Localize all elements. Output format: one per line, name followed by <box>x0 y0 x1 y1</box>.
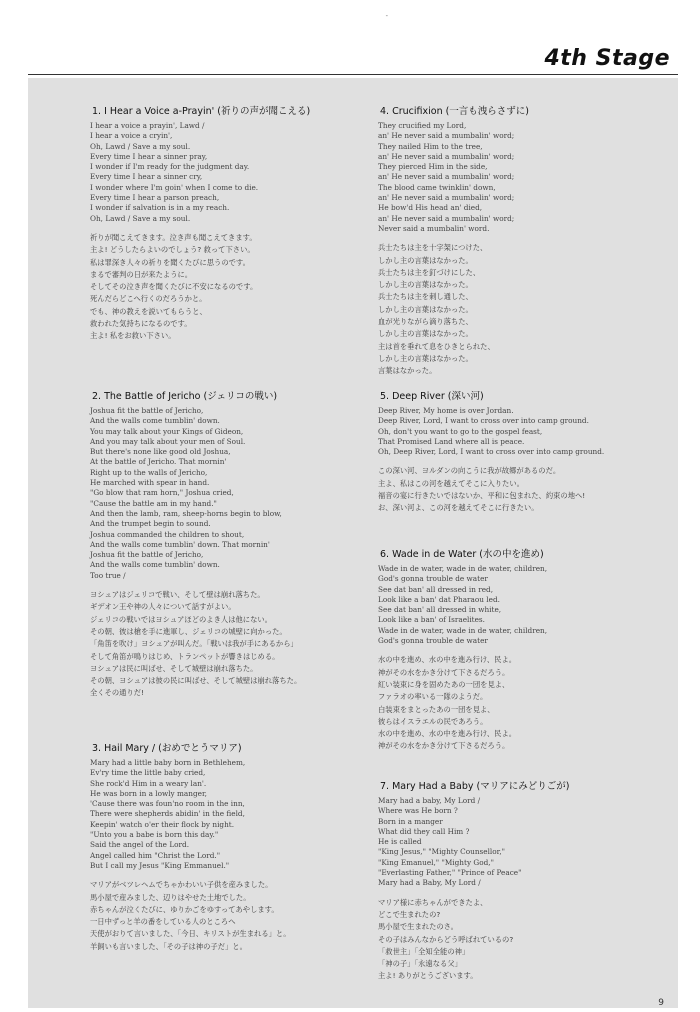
text-line: しかし主の言葉はなかった。 <box>378 304 473 314</box>
text-line: 祈りが聞こえてきます。泣き声も聞こえてきます。 <box>90 232 257 242</box>
text-line: And the walls come tumblin' down. That mornin' <box>90 539 270 549</box>
text-line: Mary had a baby, My Lord / <box>378 796 481 805</box>
text-line: Keepin' watch o'er their flock by night. <box>90 819 235 829</box>
text-line: And the trumpet begin to sound. <box>90 519 211 529</box>
text-line: Mary had a little baby born in Bethlehem, <box>90 758 246 767</box>
song-translation <box>90 879 291 953</box>
song-lyrics <box>90 406 301 581</box>
text-line: 馬小屋で生まれたのさ。 <box>378 922 458 932</box>
text-line: Right up to the walls of Jericho, <box>90 467 208 477</box>
text-line: Oh, don't you want to go to the gospel feast, <box>378 426 543 436</box>
text-line: Deep River, Lord, I want to cross over into camp ground. <box>378 416 589 426</box>
text-line: Ev'ry time the little baby cried, <box>90 768 206 778</box>
text-line: What did they call Him ? <box>378 826 470 836</box>
text-line: At the battle of Jericho. That mornin' <box>90 457 227 467</box>
text-line: そして角笛が鳴りはじめ、トランペットが響きはじめる。 <box>90 651 280 661</box>
text-line: Oh, Deep River, Lord, I want to cross over into camp ground. <box>378 447 605 457</box>
text-line: an' He never said a mumbalin' word; <box>378 172 515 182</box>
text-line: They nailed Him to the tree, <box>378 141 483 151</box>
text-line: Joshua commanded the children to shout, <box>90 529 245 539</box>
song-translation <box>378 242 529 377</box>
song-3 <box>90 740 291 953</box>
text-line: There were shepherds abidin' in the field, <box>90 809 245 819</box>
song-translation <box>90 232 310 343</box>
text-line: God's gonna trouble de water <box>378 574 488 584</box>
text-line: I wonder where I'm goin' when I come to die. <box>90 182 259 192</box>
text-line: この深い河、ヨルダンの向こうに我が故郷があるのだ。 <box>378 466 561 476</box>
text-line: どこで生まれたの? <box>378 909 441 919</box>
text-line: You may talk about your Kings of Gideon, <box>90 426 244 436</box>
text-line: 主よ! どうしたらよいのでしょう? 救って下さい。 <box>90 245 255 255</box>
song-2 <box>90 388 301 700</box>
text-line: 白装束をまとったあの一団を見よ、 <box>378 704 495 714</box>
text-line: しかし主の言葉はなかった。 <box>378 280 473 290</box>
text-line: 主よ! 私をお救い下さい。 <box>90 331 176 341</box>
song-translation <box>378 897 569 983</box>
text-line: 私は罪深き人々の祈りを聞くたびに思うのです。 <box>90 257 250 267</box>
text-line: Said the angel of the Lord. <box>90 840 190 850</box>
text-line: 馬小屋で産みました、辺りはやせた土地でした。 <box>90 892 251 902</box>
text-line: 天使がおりて言いました、「今日、キリストが生まれる」と。 <box>90 929 291 939</box>
text-line: Joshua fit the battle of Jericho, <box>90 550 204 560</box>
text-line: But there's none like good old Joshua, <box>90 447 231 457</box>
text-line: Wade in de water, wade in de water, children, <box>378 564 548 573</box>
text-line: Angel called him "Christ the Lord." <box>90 850 221 860</box>
text-line: "Unto you a babe is born this day." <box>90 830 219 840</box>
text-line: その子はみんなからどう呼ばれているの? <box>378 934 514 944</box>
text-line: その朝、彼は槍を手に進軍し、ジェリコの城壁に向かった。 <box>90 626 287 636</box>
song-title: 7. Mary Had a Baby (マリアにみどりごが) <box>380 781 570 792</box>
text-line: And then the lamb, ram, sheep-horns begin to blow, <box>90 508 282 518</box>
text-line: 神がその水をかき分けて下さるだろう。 <box>378 667 510 677</box>
song-lyrics <box>378 121 529 234</box>
text-line: 一日中ずっと羊の番をしている人のところへ <box>90 917 236 927</box>
text-line: 彼らはイスラエルの民であろう。 <box>378 716 488 726</box>
text-line: He marched with spear in hand. <box>90 478 210 488</box>
text-line: 「角笛を吹け」ヨシュアが叫んだ。「戦いは我が手にあるから」 <box>90 639 298 649</box>
text-line: God's gonna trouble de water <box>378 636 488 646</box>
text-line: 主よ、私はこの河を越えてそこに入りたい。 <box>378 478 524 488</box>
text-line: Too true / <box>90 570 126 580</box>
text-line: 兵士たちは主を釘づけにした、 <box>378 267 481 277</box>
song-6 <box>378 546 547 753</box>
text-line: Joshua fit the battle of Jericho, <box>90 406 204 415</box>
text-line: an' He never said a mumbalin' word; <box>378 193 515 203</box>
text-line: ジェリコの戦いではヨシュアほどのよき人は他にない。 <box>90 614 272 624</box>
text-line: まるで審判の日が来たように。 <box>90 269 193 279</box>
text-line: He bow'd His head an' died, <box>378 203 483 213</box>
song-title: 1. I Hear a Voice a-Prayin' (祈りの声が聞こえる) <box>92 106 311 117</box>
text-line: He is called <box>378 837 422 847</box>
text-line: That Promised Land where all is peace. <box>378 436 525 446</box>
text-line: Every time I hear a parson preach, <box>90 193 220 203</box>
text-line: Where was He born ? <box>378 806 458 816</box>
text-line: 神がその水をかき分けて下さるだろう。 <box>378 741 510 751</box>
text-line: I hear a voice a prayin', Lawd / <box>90 121 205 130</box>
text-line: "Go blow that ram horn," Joshua cried, <box>90 488 234 498</box>
text-line: And the walls come tumblin' down. <box>90 560 220 570</box>
text-line: 血が光りながら滴り落ちた、 <box>378 317 473 327</box>
text-line: 紅い装束に身を固めたあの一団を見よ、 <box>378 679 510 689</box>
text-line: 'Cause there was foun'no room in the inn, <box>90 799 245 809</box>
text-line: 兵士たちは主を十字架につけた、 <box>378 243 488 253</box>
song-4 <box>378 103 529 378</box>
text-line: マリアがベツレヘムでちゃかわいい子供を産みました。 <box>90 880 273 890</box>
text-line: Oh, Lawd / Save a my soul. <box>90 213 191 223</box>
text-line: Deep River, My home is over Jordan. <box>378 406 514 415</box>
corner-mark: - <box>385 12 388 20</box>
text-line: そしてその泣き声を聞くたびに不安になるのです。 <box>90 282 258 292</box>
text-line: Oh, Lawd / Save a my soul. <box>90 141 191 151</box>
text-line: ヨシュアはジェリコで戦い、そして壁は崩れ落ちた。 <box>90 590 265 600</box>
text-line: しかし主の言葉はなかった。 <box>378 353 473 363</box>
header-rule <box>28 74 678 75</box>
text-line: I wonder if salvation is in a my reach. <box>90 203 230 213</box>
text-line: "King Emanuel," "Mighty God," <box>378 857 494 867</box>
text-line: Never said a mumbalin' word. <box>378 223 490 233</box>
page-number: 9 <box>658 998 664 1008</box>
text-line: The blood came twinklin' down, <box>378 182 496 192</box>
text-line: 兵士たちは主を刺し通した、 <box>378 292 473 302</box>
text-line: Every time I hear a sinner cry, <box>90 172 203 182</box>
text-line: "King Jesus," "Mighty Counsellor," <box>378 847 506 857</box>
text-line: ギデオン王や神の人々について話すがよい。 <box>90 602 236 612</box>
text-line: 「神の子」「永遠なる父」 <box>378 959 462 969</box>
song-title: 6. Wade in de Water (水の中を進め) <box>380 549 544 560</box>
song-lyrics <box>90 758 291 871</box>
text-line: マリア様に赤ちゃんができたよ、 <box>378 897 488 907</box>
text-line: Every time I hear a sinner pray, <box>90 151 208 161</box>
song-translation <box>90 589 301 700</box>
text-line: 主よ! ありがとうございます。 <box>378 971 478 981</box>
text-line: They crucified my Lord, <box>378 121 467 130</box>
text-line: お、深い河よ、この河を越えてそこに行きたい。 <box>378 503 539 513</box>
text-line: 死んだらどこへ行くのだろうかと。 <box>90 294 207 304</box>
text-line: "Everlasting Father," "Prince of Peace" <box>378 868 522 878</box>
song-1 <box>90 103 310 343</box>
song-lyrics <box>378 564 547 646</box>
text-line: See dat ban' all dressed in white, <box>378 605 502 615</box>
text-line: 羊飼いも言いました、「その子は神の子だ」と。 <box>90 941 247 951</box>
text-line: Born in a manger <box>378 816 443 826</box>
text-line: an' He never said a mumbalin' word; <box>378 151 515 161</box>
text-line: See dat ban' all dressed in red, <box>378 584 494 594</box>
text-line: I wonder if I'm ready for the judgment day. <box>90 162 250 172</box>
song-lyrics <box>90 121 310 224</box>
text-line: 言葉はなかった。 <box>378 366 437 376</box>
text-line: 救われた気持ちになるのです。 <box>90 319 192 329</box>
song-translation <box>378 465 604 514</box>
song-translation <box>378 654 547 752</box>
text-line: And you may talk about your men of Soul. <box>90 436 246 446</box>
text-line: And the walls come tumblin' down. <box>90 416 220 426</box>
text-line: I hear a voice a cryin', <box>90 131 173 141</box>
song-title: 4. Crucifixion (一言も洩らさずに) <box>380 106 530 117</box>
text-line: 水の中を進め、水の中を進み行け、民よ。 <box>378 729 517 739</box>
text-line: an' He never said a mumbalin' word; <box>378 213 515 223</box>
text-line: They pierced Him in the side, <box>378 162 488 172</box>
song-lyrics <box>378 406 604 457</box>
song-5 <box>378 388 604 515</box>
text-line: an' He never said a mumbalin' word; <box>378 131 515 141</box>
text-line: しかし主の言葉はなかった。 <box>378 329 473 339</box>
text-line: But I call my Jesus "King Emmanuel." <box>90 860 230 870</box>
text-line: "Cause the battle am in my hand." <box>90 498 217 508</box>
text-line: 全くその通りだ! <box>90 688 145 698</box>
text-line: Mary had a Baby, My Lord / <box>378 878 481 888</box>
song-7 <box>378 778 569 983</box>
song-title: 3. Hail Mary / (おめでとうマリア) <box>92 743 242 754</box>
song-title: 2. The Battle of Jericho (ジェリコの戦い) <box>92 391 278 402</box>
text-line: でも、神の教えを説いてもらうと、 <box>90 306 207 316</box>
text-line: 主は首を垂れて息をひきとられた、 <box>378 341 495 351</box>
text-line: 赤ちゃんが泣くたびに、ゆりかごをゆすってあやします。 <box>90 904 279 914</box>
text-line: He was born in a lowly manger, <box>90 788 207 798</box>
text-line: しかし主の言葉はなかった。 <box>378 255 473 265</box>
text-line: Look like a ban' of Israelites. <box>378 615 485 625</box>
text-line: その朝、ヨシュアは彼の民に叫ばせ、そして城壁は崩れ落ちた。 <box>90 676 302 686</box>
text-line: Wade in de water, wade in de water, children, <box>378 625 548 635</box>
text-line: 福音の宴に行きたいではないか、平和に包まれた、約束の地へ! <box>378 491 586 501</box>
text-line: She rock'd Him in a weary lan'. <box>90 778 207 788</box>
stage-title: 4th Stage <box>544 46 670 71</box>
song-lyrics <box>378 796 569 889</box>
text-line: ファラオの率いる一隊のようだ。 <box>378 692 488 702</box>
song-title: 5. Deep River (深い河) <box>380 391 484 402</box>
text-line: ヨシュアは民に叫ばせ、そして城壁は崩れ落ちた。 <box>90 663 258 673</box>
text-line: 「救世主」「全知全能の神」 <box>378 946 470 956</box>
text-line: Look like a ban' dat Pharaou led. <box>378 594 500 604</box>
text-line: 水の中を進め、水の中を進み行け、民よ。 <box>378 655 517 665</box>
